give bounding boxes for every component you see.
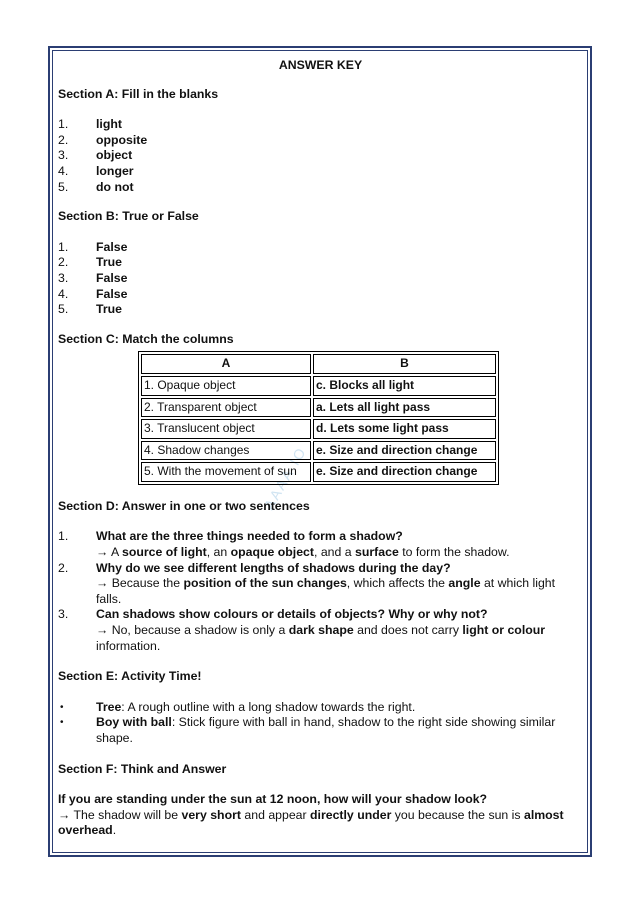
answer-keyword: position of the sun changes xyxy=(183,576,347,591)
table-row xyxy=(141,441,496,461)
item-number: 1. xyxy=(58,239,69,254)
cell-a: 1. Opaque object xyxy=(141,376,311,396)
watermark: AAAA.IO xyxy=(260,443,310,513)
list-item xyxy=(58,302,583,318)
item-number: 5. xyxy=(58,302,69,317)
cell-a: 3. Translucent object xyxy=(141,419,311,439)
item-answer: False xyxy=(96,270,128,285)
item-number: 3. xyxy=(58,148,69,163)
question-text: If you are standing under the sun at 12 noon, how will your shadow look? xyxy=(58,792,488,807)
answer-text xyxy=(96,623,583,654)
item-answer: object xyxy=(96,148,133,163)
item-number: 5. xyxy=(58,179,69,194)
item-number: 3. xyxy=(58,270,69,285)
question-number: 1. xyxy=(58,529,69,544)
bullet-description: : Stick figure with ball in hand, shadow to the right side showing similar shape. xyxy=(96,715,556,745)
section-a-heading: Section A: Fill in the blanks xyxy=(58,86,219,101)
answer-keyword: very short xyxy=(181,807,241,822)
question-text: Why do we see different lengths of shadows during the day? xyxy=(96,560,451,575)
column-header-a: A xyxy=(141,354,311,374)
answer-keyword: dark shape xyxy=(288,623,354,638)
item-answer: longer xyxy=(96,163,134,178)
question-body xyxy=(96,529,583,560)
section-e-list xyxy=(58,700,583,747)
list-item xyxy=(58,164,583,180)
bullet-text xyxy=(96,715,583,746)
bullet-label: Tree xyxy=(96,699,122,714)
match-columns-table xyxy=(138,351,499,485)
item-number: 4. xyxy=(58,286,69,301)
column-header-b: B xyxy=(313,354,496,374)
item-number: 1. xyxy=(58,117,69,132)
item-number: 4. xyxy=(58,163,69,178)
question-body xyxy=(96,607,583,654)
cell-a: 5. With the movement of sun xyxy=(141,462,311,482)
item-answer: True xyxy=(96,255,122,270)
answer-text xyxy=(96,576,583,607)
section-b-list xyxy=(58,240,583,318)
answer-text xyxy=(96,545,583,561)
item-answer: do not xyxy=(96,179,134,194)
table-row xyxy=(141,419,496,439)
answer-part: to form the shadow. xyxy=(398,545,510,560)
table-row xyxy=(141,376,496,396)
answer-text xyxy=(58,808,583,839)
answer-part: and does not carry xyxy=(353,623,463,638)
question-number: 2. xyxy=(58,560,69,575)
item-answer: opposite xyxy=(96,132,148,147)
table-row xyxy=(141,462,496,482)
table-row xyxy=(141,398,496,418)
bullet-label: Boy with ball xyxy=(96,715,172,730)
answer-part: , an xyxy=(206,545,231,560)
answer-keyword: directly under xyxy=(310,807,392,822)
answer-keyword: opaque object xyxy=(230,545,314,560)
cell-a: 4. Shadow changes xyxy=(141,441,311,461)
cell-b: a. Lets all light pass xyxy=(313,398,496,418)
answer-part: , and a xyxy=(314,545,356,560)
answer-part: → A xyxy=(96,545,122,560)
item-answer: light xyxy=(96,117,122,132)
list-item xyxy=(58,117,583,133)
list-item xyxy=(58,180,583,196)
section-b-heading: Section B: True or False xyxy=(58,209,199,224)
answer-part: → The shadow will be xyxy=(58,807,182,822)
bullet-icon: • xyxy=(60,717,64,729)
bullet-item xyxy=(58,700,583,716)
answer-part: → Because the xyxy=(96,576,184,591)
cell-b: c. Blocks all light xyxy=(313,376,496,396)
section-f-body xyxy=(58,792,583,839)
section-d-heading: Section D: Answer in one or two sentences xyxy=(58,498,310,513)
section-a-list xyxy=(58,117,583,195)
answer-part: → No, because a shadow is only a xyxy=(96,623,289,638)
section-e-heading: Section E: Activity Time! xyxy=(58,669,202,684)
question-number: 3. xyxy=(58,607,69,622)
question-text: Can shadows show colours or details of objects? Why or why not? xyxy=(96,607,488,622)
question-text: What are the three things needed to form a shadow? xyxy=(96,529,403,544)
section-c-heading: Section C: Match the columns xyxy=(58,331,234,346)
answer-keyword: almost overhead xyxy=(58,807,564,838)
cell-b: e. Size and direction change xyxy=(313,441,496,461)
question-item xyxy=(58,607,583,654)
list-item xyxy=(58,133,583,149)
answer-part: information. xyxy=(96,638,161,653)
bullet-item xyxy=(58,715,583,746)
answer-key-content xyxy=(58,58,583,839)
answer-part: , which affects the xyxy=(346,576,449,591)
answer-part: you because the sun is xyxy=(391,807,524,822)
bullet-description: : A rough outline with a long shadow towards the right. xyxy=(121,699,416,714)
answer-part: at which light falls. xyxy=(96,576,556,606)
answer-keyword: angle xyxy=(448,576,481,591)
bullet-text xyxy=(96,700,583,716)
section-f-heading: Section F: Think and Answer xyxy=(58,761,227,776)
answer-part: . xyxy=(112,823,117,838)
item-number: 2. xyxy=(58,132,69,147)
item-answer: False xyxy=(96,286,128,301)
question-item xyxy=(58,529,583,560)
item-answer: True xyxy=(96,302,122,317)
answer-keyword: source of light xyxy=(121,545,207,560)
answer-part: and appear xyxy=(240,807,311,822)
list-item xyxy=(58,240,583,256)
section-d-questions xyxy=(58,529,583,654)
question-item xyxy=(58,561,583,608)
question-body xyxy=(96,561,583,608)
list-item xyxy=(58,271,583,287)
list-item xyxy=(58,287,583,303)
item-answer: False xyxy=(96,239,128,254)
table-header-row xyxy=(141,354,496,374)
cell-b: e. Size and direction change xyxy=(313,462,496,482)
answer-keyword: surface xyxy=(355,545,399,560)
item-number: 2. xyxy=(58,255,69,270)
bullet-icon: • xyxy=(60,701,64,713)
list-item xyxy=(58,255,583,271)
answer-keyword: light or colour xyxy=(462,623,546,638)
cell-a: 2. Transparent object xyxy=(141,398,311,418)
cell-b: d. Lets some light pass xyxy=(313,419,496,439)
list-item xyxy=(58,148,583,164)
page-title: ANSWER KEY xyxy=(278,58,363,72)
